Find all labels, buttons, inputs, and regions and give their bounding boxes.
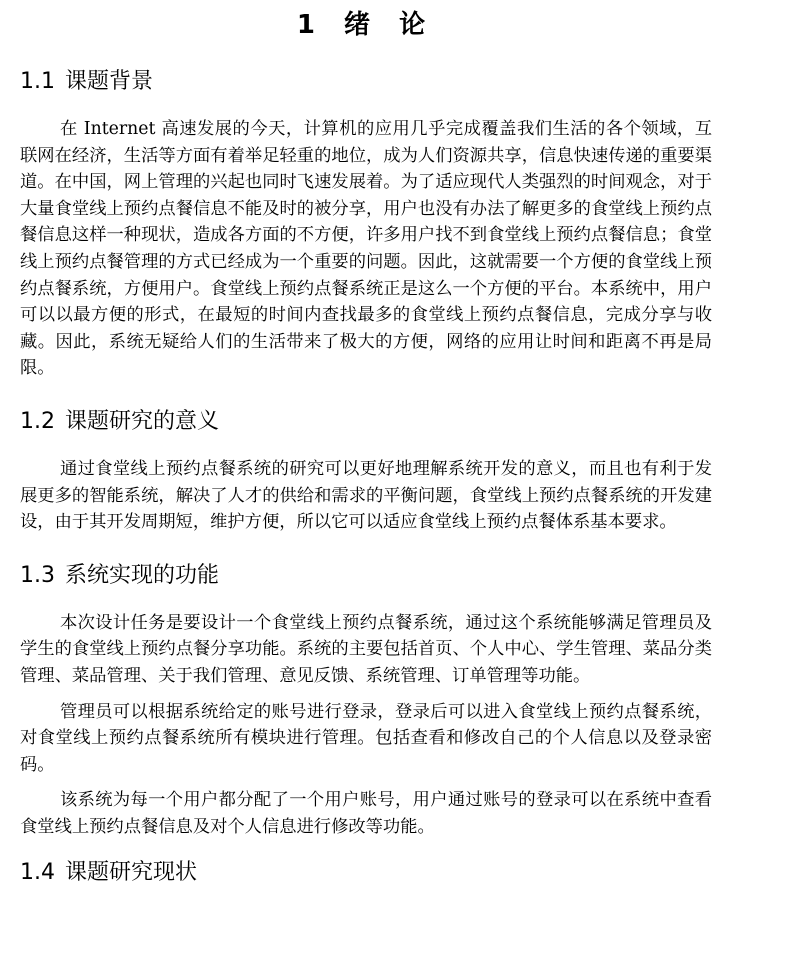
section-heading-1-3 [20, 560, 712, 592]
section-title-text: 课题研究的意义 [65, 408, 220, 434]
section-heading-1-1 [20, 66, 712, 98]
section-number: 1.1 [20, 69, 55, 94]
document-page [20, 0, 712, 889]
paragraph: 管理员可以根据系统给定的账号进行登录，登录后可以进入食堂线上预约点餐系统，对食堂线上预约点餐系统所有模块进行管理。包括查看和修改自己的个人信息以及登录密码。 [20, 701, 712, 775]
paragraph: 该系统为每一个用户都分配了一个用户账号，用户通过账号的登录可以在系统中查看食堂线上预约点餐信息及对个人信息进行修改等功能。 [20, 790, 712, 837]
section-heading-1-2 [20, 406, 712, 438]
chapter-title: 1 绪 论 [296, 10, 436, 40]
paragraph: 通过食堂线上预约点餐系统的研究可以更好地理解系统开发的意义，而且也有利于发展更多的智能系统，解决了人才的供给和需求的平衡问题，食堂线上预约点餐系统的开发建设，由于其开发周期短，维护方便，所以它可以适应食堂线上预约点餐体系基本要求。 [20, 458, 712, 533]
section-heading-1-4 [20, 857, 712, 889]
section-number: 1.4 [20, 860, 55, 886]
section-title-text: 课题背景 [65, 69, 154, 94]
section-number: 1.3 [20, 562, 55, 588]
section-title-text: 课题研究现状 [65, 860, 198, 886]
section-number: 1.2 [20, 408, 55, 434]
paragraph: 在 Internet 高速发展的今天，计算机的应用几乎完成覆盖我们生活的各个领域，互联网在经济，生活等方面有着举足轻重的地位，成为人们资源共享，信息快速传递的重要渠道。在中国，网上管理的兴起也同时飞速发展着。为了适应现代人类强烈的时间观念，对于大量食堂线上预约点餐信息不能及时的被分享，用户也没有办法了解更多的食堂线上预约点餐信息这样一种现状，造成各方面的不方便，许多用户找不到食堂线上预约点餐信息；食堂线上预约点餐管理的方式已经成为一个重要的问题。因此，这就需要一个方便的食堂线上预约点餐系统，方便用户。食堂线上预约点餐系统正是这么一个方便的平台。本系统中，用户可以以最方便的形式，在最短的时间内查找最多的食堂线上预约点餐信息，完成分享与收藏。因此，系统无疑给人们的生活带来了极大的方便，网络的应用让时间和距离不再是局限。 [20, 119, 712, 379]
section-title-text: 系统实现的功能 [65, 562, 220, 588]
paragraph: 本次设计任务是要设计一个食堂线上预约点餐系统，通过这个系统能够满足管理员及学生的食堂线上预约点餐分享功能。系统的主要包括首页、个人中心、学生管理、菜品分类管理、菜品管理、关于我们管理、意见反馈、系统管理、订单管理等功能。 [20, 612, 712, 686]
